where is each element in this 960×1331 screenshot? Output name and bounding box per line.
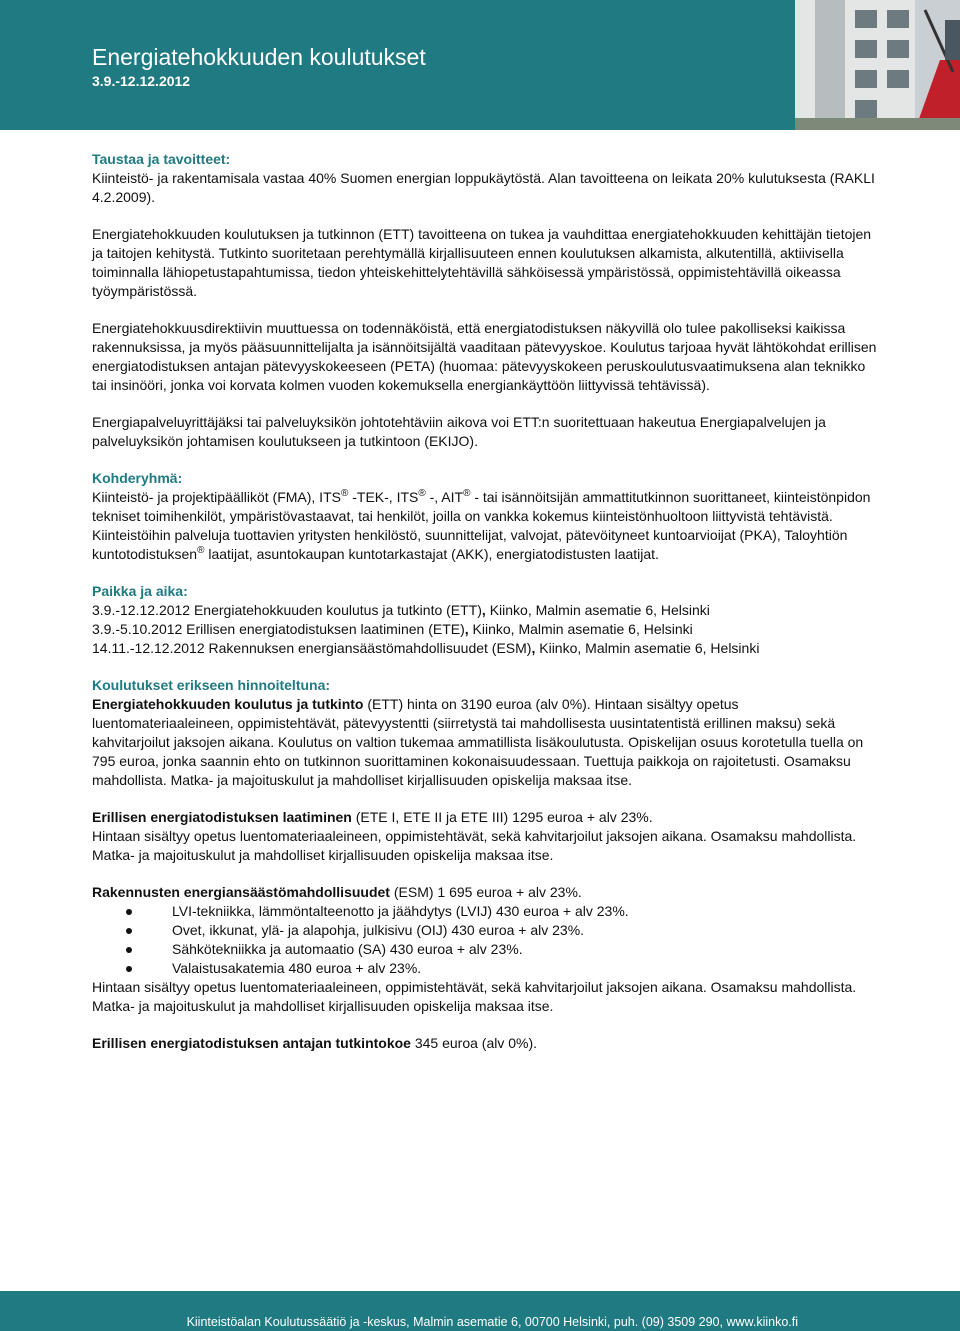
- target-text-2: -TEK-, ITS: [348, 489, 419, 505]
- bullet-icon: [126, 947, 132, 953]
- ete-pricing: [92, 808, 882, 827]
- ete-text: (ETE I, ETE II ja ETE III) 1295 euroa + alv 23%.: [351, 809, 653, 825]
- peta-title: Erillisen energiatodistuksen antajan tutkintokoe: [92, 1035, 411, 1051]
- footer-bar: [0, 1291, 960, 1331]
- page-title: Energiatehokkuuden koulutukset: [92, 44, 426, 70]
- place-row-location: Kiinko, Malmin asematie 6, Helsinki: [468, 621, 693, 637]
- place-row-course: 14.11.-12.12.2012 Rakennuksen energiansäästömahdollisuudet (ESM): [92, 640, 532, 656]
- esm-text: (ESM) 1 695 euroa + alv 23%.: [389, 884, 582, 900]
- intro-paragraph-2a: Energiatehokkuuden koulutuksen ja tutkinnon (ETT) tavoitteena on tukea ja vauhdittaa energiatehokkuuden kehittäjän tietojen ja taitojen kehitystä.: [92, 226, 872, 261]
- place-row-location: Kiinko, Malmin asematie 6, Helsinki: [535, 640, 760, 656]
- ett-title: Energiatehokkuuden koulutus ja tutkinto: [92, 696, 364, 712]
- page-date: 3.9.-12.12.2012: [92, 73, 191, 89]
- pricing-heading: Koulutukset erikseen hinnoiteltuna:: [92, 677, 331, 693]
- footer-contact: Kiinteistöalan Koulutussäätiö ja -keskus, Malmin asematie 6, 00700 Helsinki, puh. (09) 3509 290, www.kiinko.fi: [186, 1315, 798, 1329]
- list-item: [92, 902, 882, 921]
- peta-text: 345 euroa (alv 0%).: [410, 1035, 538, 1051]
- list-item-text: Sähkötekniikka ja automaatio (SA) 430 euroa + alv 23%.: [172, 941, 523, 957]
- target-text-5: laatijat, asuntokaupan kuntotarkastajat (AKK), energiatodistusten laatijat.: [204, 546, 659, 562]
- registered-mark: ®: [463, 488, 471, 499]
- esm-title: Rakennusten energiansäästömahdollisuudet: [92, 884, 390, 900]
- target-heading: Kohderyhmä:: [92, 470, 183, 486]
- list-item-text: Ovet, ikkunat, ylä- ja alapohja, julkisivu (OIJ) 430 euroa + alv 23%.: [172, 922, 585, 938]
- place-row: [92, 601, 882, 620]
- bullet-icon: [126, 909, 132, 915]
- building-photo: [795, 0, 960, 130]
- target-text-4: - tai isännöitsijän ammattitutkinnon suorittaneet, kiinteistönpidon tekniset toimihenkilöt, ympäristövastaavat, tai henkilöt, joilla on vankka kokemus kiinteistönhuoltoon liittyvistä tehtävistä. Kiinteistöihin palveluja tuottavien yritysten henkilöstö, suunnittelijat, valvojat, pätevöityneet kuntoarvioijat (PKA), Taloyhtiön kuntotodistuksen: [92, 489, 871, 562]
- intro-paragraph-3: Energiatehokkuusdirektiivin muuttuessa on todennäköistä, että energiatodistuksen näkyvillä olo tulee pakolliseksi kaikissa rakennuksissa, ja myös pääsuunnittelijalta ja isännöitsijältä vaaditaan pätevyyskoe. Koulutus tarjoaa hyvät lähtökohdat erillisen energiatodistuksen antajan pätevyyskokeeseen (PETA) (huomaa: pätevyyskokeen peruskoulutusvaatimuksena alan teknikko tai insinööri, jonka voi korvata kolmen vuoden kokemuksella energiankäyttöön liittyvissä tehtävissä).: [92, 320, 877, 393]
- place-row-comma: ,: [531, 640, 536, 656]
- ett-text: (ETT) hinta on 3190 euroa (alv 0%). Hintaan sisältyy opetus luentomateriaaleineen, oppimistehtävät, pätevyystentti (siirretystä tai mahdollisesta uusintatentistä erillinen maksu) sekä kahvitarjoilut jaksojen aikana. Koulutus on valtion tukemaa ammatillista lisäkoulutusta. Opiskelijan osuus korotetulla tuella on 795 euroa, jonka saannin ehto on tutkinnon suorittaminen kokonaisuudessaan. Tuettuja paikkoja on rajoitetusti. Osamaksu mahdollista. Matka- ja majoituskulut ja mahdolliset kirjallisuuden opiskelija maksaa itse.: [92, 696, 864, 788]
- place-row-location: Kiinko, Malmin asematie 6, Helsinki: [485, 602, 710, 618]
- target-text-1: Kiinteistö- ja projektipäälliköt (FMA), ITS: [92, 489, 341, 505]
- place-heading: Paikka ja aika:: [92, 583, 188, 599]
- ete-title: Erillisen energiatodistuksen laatiminen: [92, 809, 352, 825]
- place-row: [92, 620, 882, 639]
- registered-mark: ®: [340, 488, 349, 499]
- list-item: [92, 940, 882, 959]
- place-row-course: 3.9.-12.12.2012 Energiatehokkuuden koulutus ja tutkinto (ETT): [92, 602, 482, 618]
- place-row-comma: ,: [464, 621, 469, 637]
- intro-paragraph-1: Kiinteistö- ja rakentamisala vastaa 40% Suomen energian loppukäytöstä. Alan tavoitteena on leikata 20% kulutuksesta (RAKLI 4.2.2009).: [92, 170, 875, 205]
- list-item-text: LVI-tekniikka, lämmöntalteenotto ja jäähdytys (LVIJ) 430 euroa + alv 23%.: [172, 903, 629, 919]
- target-paragraph: [92, 488, 882, 564]
- esm-pricing: [92, 883, 882, 902]
- esm-details: Hintaan sisältyy opetus luentomateriaaleineen, oppimistehtävät, sekä kahvitarjoilut jaksojen aikana. Osamaksu mahdollista. Matka- ja majoituskulut ja mahdolliset kirjallisuuden opiskelija maksaa itse.: [92, 979, 857, 1014]
- list-item: [92, 921, 882, 940]
- peta-pricing: [92, 1034, 882, 1053]
- list-item: [92, 959, 882, 978]
- registered-mark: ®: [197, 545, 205, 556]
- list-item-text: Valaistusakatemia 480 euroa + alv 23%.: [172, 960, 422, 976]
- intro-paragraph-4: Energiapalveluyrittäjäksi tai palveluyksikön johtotehtäviin aikova voi ETT:n suoritettuaan hakeutua Energiapalvelujen ja palveluyksikön johtamisen koulutukseen ja tutkintoon (EKIJO).: [92, 414, 826, 449]
- place-row-comma: ,: [481, 602, 486, 618]
- bullet-icon: [126, 928, 132, 934]
- intro-paragraph-2b: Tutkinto suoritetaan perehtymällä kirjallisuuteen ennen koulutuksen alkamista, alkutentillä, aktiivisella toiminnalla lähiopetustapahtumissa, tiedon yhteiskehittelytehtävillä sähköisessä ympäristössä, oppimistehtävillä oikeassa työympäristössä.: [92, 245, 844, 299]
- document-body: [92, 150, 882, 1053]
- place-row: [92, 639, 882, 658]
- registered-mark: ®: [418, 488, 426, 499]
- esm-module-list: [92, 902, 882, 978]
- ete-details: Hintaan sisältyy opetus luentomateriaaleineen, oppimistehtävät, sekä kahvitarjoilut jaksojen aikana. Osamaksu mahdollista. Matka- ja majoituskulut ja mahdolliset kirjallisuuden opiskelija maksaa itse.: [92, 828, 857, 863]
- header-banner: [0, 0, 960, 130]
- ett-pricing: [92, 695, 882, 790]
- intro-paragraph-2: [92, 225, 882, 301]
- place-row-course: 3.9.-5.10.2012 Erillisen energiatodistuksen laatiminen (ETE): [92, 621, 465, 637]
- target-text-3: -, AIT: [425, 489, 464, 505]
- bullet-icon: [126, 966, 132, 972]
- intro-heading: Taustaa ja tavoitteet:: [92, 151, 231, 167]
